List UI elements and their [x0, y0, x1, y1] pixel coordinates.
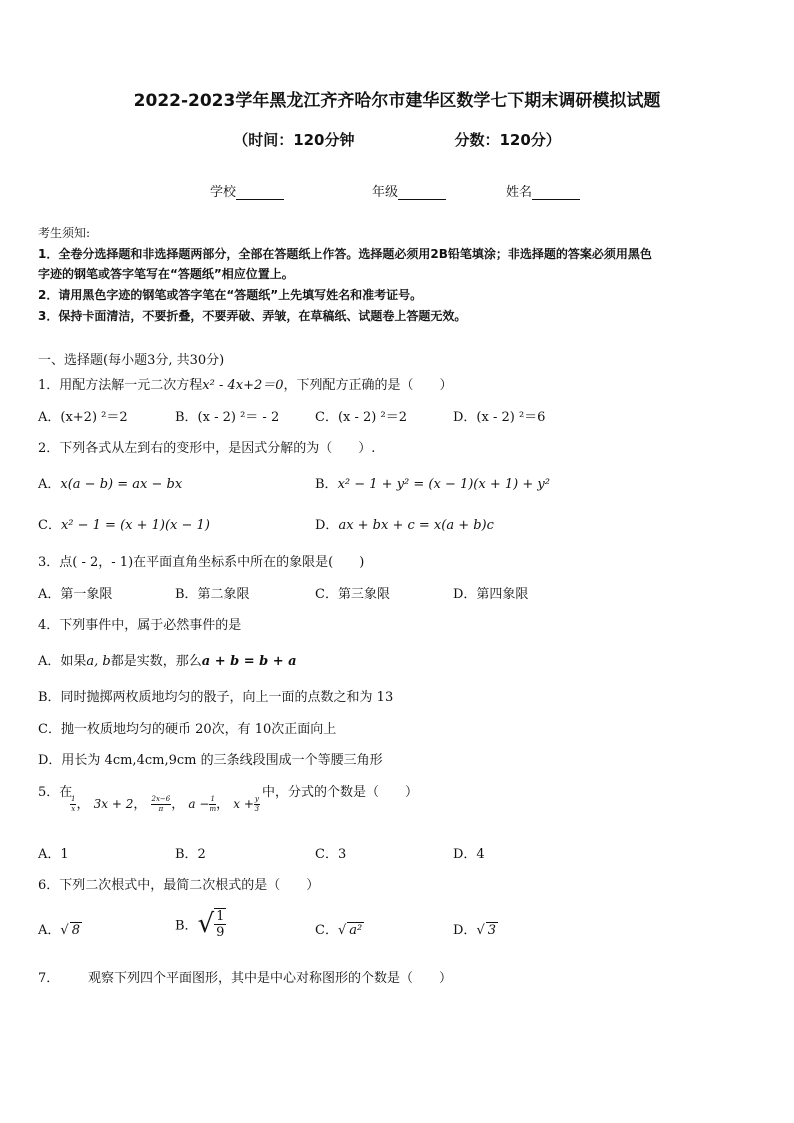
name-label: 姓名: [506, 185, 533, 200]
q4-option-c: C．抛一枚质地均匀的硬币 20次，有 10次正面向上: [38, 722, 337, 737]
q3-option-c: C．第三象限: [315, 587, 390, 602]
q2-c-expr: x² − 1 = (x + 1)(x − 1): [60, 518, 210, 533]
question-2-stem: 2．下列各式从左到右的变形中，是因式分解的为（ ）.: [38, 441, 376, 456]
q4-option-b: B．同时抛掷两枚质地均匀的骰子，向上一面的点数之和为 13: [38, 690, 394, 705]
q6-c-label: C．: [315, 923, 338, 938]
question-7-number: 7．: [38, 971, 60, 986]
grade-field: [372, 181, 446, 200]
q1-equation: x² - 4x+2＝0: [202, 378, 284, 393]
section-title: 一、选择题(每小题3分, 共30分): [38, 353, 225, 368]
q1-stem-post: ，下列配方正确的是（ ）: [283, 378, 453, 393]
q6-b-fraction: $\frac{1}{9}$: [216, 909, 225, 940]
q5-expressions: $\frac{1}{x}$ ， 3x + 2， $\frac{2x-6}{\pi}$ ， a − $\frac{1}{m}$ ， x + $\frac{y}{3}$: [71, 795, 260, 813]
q4-a-eq: a + b = b + a: [201, 654, 297, 669]
q6-option-c: C．√ a²: [315, 923, 363, 938]
q5-expr-3: $\frac{2x-6}{\pi}$: [151, 795, 171, 813]
grade-blank: [398, 185, 446, 200]
q2-b-label: B．: [315, 477, 338, 492]
q1-option-c: C．(x - 2) ²＝2: [315, 410, 407, 425]
q3-option-d: D．第四象限: [453, 587, 529, 602]
q5-stem-pre: 5．在: [38, 785, 73, 800]
school-label: 学校: [210, 185, 237, 200]
q2-option-b: [315, 473, 550, 492]
q2-option-d: [315, 514, 494, 533]
q6-b-label: B．: [175, 918, 198, 934]
q5-option-a: A．1: [38, 847, 69, 862]
q1-stem-pre: 1．用配方法解一元二次方程: [38, 378, 203, 393]
q1-option-d: D．(x - 2) ²＝6: [453, 410, 546, 425]
q6-d-label: D．: [453, 923, 477, 938]
notice-item: 字迹的钢笔或答字笔写在“答题纸”相应位置上。: [38, 267, 294, 281]
q5-expr-5-pre: x +: [233, 797, 254, 811]
school-field: [210, 181, 284, 200]
q2-option-a: [38, 473, 182, 492]
q1-option-b: B．(x - 2) ²＝ - 2: [175, 410, 280, 425]
q1-option-a: A．(x+2) ²＝2: [38, 410, 128, 425]
q4-a-mid: 都是实数，那么: [110, 654, 202, 669]
q6-option-b: B．√ $\frac{1}{9}$: [175, 909, 225, 940]
q6-option-d: D．√ 3: [453, 923, 497, 938]
exam-subtitle: [0, 129, 794, 150]
q4-option-a: [38, 650, 297, 669]
q2-d-expr: ax + bx + c = x(a + b)c: [338, 518, 494, 533]
q5-stem-post: 中，分式的个数是（ ）: [262, 785, 419, 800]
exam-title: 2022-2023学年黑龙江齐齐哈尔市建华区数学七下期末调研模拟试题: [133, 91, 661, 111]
q4-a-vars: a, b: [86, 654, 111, 669]
q6-a-radicand: 8: [71, 923, 80, 938]
question-7-stem: 观察下列四个平面图形，其中是中心对称图形的个数是（ ）: [88, 971, 453, 986]
q5-option-c: C．3: [315, 847, 347, 862]
q2-d-label: D．: [315, 518, 339, 533]
notice-heading: 考生须知:: [38, 226, 91, 240]
question-1-stem: [38, 374, 453, 393]
name-field: [506, 181, 580, 200]
q3-option-b: B．第二象限: [175, 587, 250, 602]
q3-option-a: A．第一象限: [38, 587, 113, 602]
q6-d-radicand: 3: [487, 923, 497, 938]
q2-option-c: [38, 514, 210, 533]
q2-b-expr: x² − 1 + y² = (x − 1)(x + 1) + y²: [337, 477, 550, 492]
time-info: （时间：120分钟: [233, 131, 355, 149]
question-5-stem: [38, 781, 72, 800]
question-6-stem: 6．下列二次根式中，最简二次根式的是（ ）: [38, 878, 320, 893]
question-4-stem: 4．下列事件中，属于必然事件的是: [38, 618, 242, 633]
notice-item: 2．请用黑色字迹的钢笔或答字笔在“答题纸”上先填写姓名和准考证号。: [38, 288, 423, 302]
q4-a-pre: A．如果: [38, 654, 87, 669]
q2-c-label: C．: [38, 518, 61, 533]
q2-a-label: A．: [38, 477, 61, 492]
q6-c-radicand: a²: [349, 923, 363, 938]
q6-option-a: A．√ 8: [38, 923, 80, 938]
notice-item: 1．全卷分选择题和非选择题两部分，全部在答题纸上作答。选择题必须用2B铅笔填涂；非选择题的答案必须用黑色: [38, 247, 652, 261]
question-3-stem: 3．点( - 2，- 1)在平面直角坐标系中所在的象限是( ): [38, 555, 365, 570]
school-blank: [236, 185, 284, 200]
q5-expr-5: $\frac{y}{3}$: [254, 795, 260, 813]
grade-label: 年级: [372, 185, 399, 200]
q5-expr-2: 3x + 2: [93, 797, 134, 811]
q5-expr-1: $\frac{1}{x}$: [71, 795, 76, 813]
q2-a-expr: x(a − b) = ax − bx: [60, 477, 183, 492]
q5-option-b: B．2: [175, 847, 206, 862]
q6-a-label: A．: [38, 923, 61, 938]
name-blank: [532, 185, 580, 200]
score-info: 分数：120分）: [454, 131, 561, 149]
q5-expr-4: $\frac{1}{m}$: [209, 795, 217, 813]
notice-item: 3．保持卡面清洁，不要折叠，不要弄破、弄皱，在草稿纸、试题卷上答题无效。: [38, 309, 467, 323]
q5-expr-4-pre: a −: [188, 797, 210, 811]
q4-option-d: D．用长为 4cm,4cm,9cm 的三条线段围成一个等腰三角形: [38, 753, 383, 768]
q5-option-d: D．4: [453, 847, 485, 862]
